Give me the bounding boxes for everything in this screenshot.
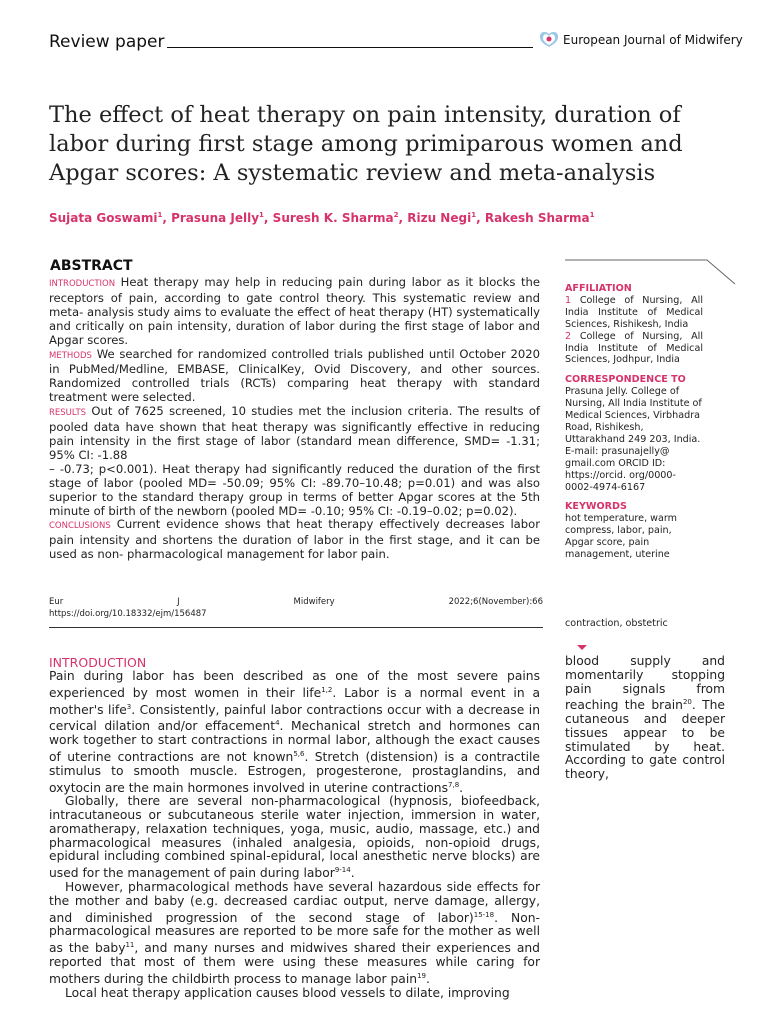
text: . Stretch (distension) is a contractile stimulus to smooth muscle. Estrogen, progesterone, prostaglandins, and oxytocin are the main hormones involved in uterine contractions bbox=[49, 750, 541, 795]
reference-mark: 7,8 bbox=[448, 780, 460, 789]
column-marker-icon bbox=[577, 645, 587, 650]
reference-mark: 3 bbox=[126, 702, 132, 711]
author-name: Rizu Negi bbox=[407, 211, 472, 225]
reference-mark: 1,2 bbox=[321, 685, 333, 694]
affiliation-number: 1 bbox=[565, 294, 572, 306]
correspondence-heading: CORRESPONDENCE TO bbox=[565, 374, 686, 386]
reference-mark: 20 bbox=[682, 698, 692, 707]
abstract-methods bbox=[49, 348, 540, 406]
abstract-body bbox=[49, 276, 540, 562]
author-affiliation-mark: 1 bbox=[157, 211, 163, 219]
paragraph bbox=[49, 795, 540, 881]
text: However, pharmacological methods have several hazardous side effects for the mother and baby (e.g. decreased cardiac output, nerve damage, allergy, and diminished progression of the second stage of labor) bbox=[49, 880, 540, 925]
abstract-text: Out of 7625 screened, 10 studies met the inclusion criteria. The results of pooled data have shown that heat therapy was significantly effective in reducing pain intensity in the first stage of labor (standard mean difference, SMD= -1.31; 95% CI: -1.88 bbox=[49, 404, 541, 462]
abstract-results-continued bbox=[49, 463, 540, 519]
author-affiliation-mark: 1 bbox=[589, 211, 595, 219]
introduction-side-column bbox=[565, 655, 725, 782]
affiliation-heading: AFFILIATION bbox=[565, 283, 632, 294]
author-name: Sujata Goswami bbox=[49, 211, 158, 225]
abstract-section-label: INTRODUCTION bbox=[49, 279, 116, 289]
author-affiliation-mark: 1 bbox=[259, 211, 264, 219]
citation-rule bbox=[49, 627, 543, 628]
abstract-introduction bbox=[49, 276, 540, 348]
abstract-results bbox=[49, 405, 540, 463]
header-rule bbox=[167, 47, 533, 48]
introduction-heading: INTRODUCTION bbox=[49, 655, 147, 670]
citation-part: J bbox=[177, 597, 180, 607]
keywords-text: hot temperature, warm compress, labor, pain, Apgar score, pain management, uterine bbox=[565, 513, 678, 561]
text: blood supply and momentarily stopping pain signals from reaching the brain bbox=[565, 654, 725, 713]
text: . bbox=[425, 971, 430, 986]
doi-link[interactable]: https://doi.org/10.18332/ejm/156487 bbox=[49, 609, 207, 619]
paragraph: Local heat therapy application causes blood vessels to dilate, improving bbox=[65, 985, 510, 1000]
affiliation-1 bbox=[565, 295, 703, 331]
introduction-body bbox=[49, 670, 540, 1000]
author-list: Sujata Goswami$^1$, Prasuna Jelly$^1$, Suresh K. Sharma$^2$, Rizu Negi$^1$, Rakesh Sharma$^1$ bbox=[49, 211, 595, 225]
text: . Labor is a normal event in a mother's life bbox=[49, 685, 540, 717]
journal-logo-icon bbox=[538, 30, 560, 48]
author-name: Suresh K. Sharma bbox=[272, 211, 394, 225]
abstract-text: – -0.73; p<0.001). Heat therapy had significantly reduced the duration of the first stage of labor (pooled MD= -50.09; 95% CI: -89.70–10.48; p=0.01) and was also superior to the standard therapy group in terms of better Apgar scores at the 5th minute of birth of the newborn (pooled MD= -0.10; 95% CI: -0.19–0.02; p=0.02). bbox=[49, 461, 540, 518]
abstract-conclusions bbox=[49, 518, 540, 562]
citation-part: Eur bbox=[49, 597, 64, 607]
text: . bbox=[459, 780, 464, 795]
abstract-text: We searched for randomized controlled trials published until October 2020 in PubMed/Medline, EMBASE, ClinicalKey, Ovid Discovery, and other sources. Randomized controlled trials (RCTs) comparing heat therapy with standard treatment were selected. bbox=[49, 346, 541, 405]
abstract-section-label: CONCLUSIONS bbox=[49, 521, 111, 532]
reference-mark: 5,6 bbox=[293, 750, 305, 759]
reference-mark: 11 bbox=[125, 941, 135, 950]
abstract-section-label: RESULTS bbox=[49, 408, 87, 419]
paragraph bbox=[49, 670, 540, 795]
text: . Consistently, painful labor contractions occur with a decrease in cervical dilation and/or effacement bbox=[49, 702, 540, 734]
affiliation-2 bbox=[565, 331, 703, 367]
author-affiliation-mark: 1 bbox=[471, 211, 477, 219]
affiliation-text: College of Nursing, All India Institute of Medical Sciences, Jodhpur, India bbox=[565, 330, 703, 366]
text: . Non-pharmacological measures are reported to be more safe for the mother as well as the baby bbox=[49, 910, 540, 956]
abstract-text: Heat therapy may help in reducing pain during labor as it blocks the receptors of pain, according to gate control theory. This systematic review and meta- analysis study aims to evaluate the effect of heat therapy (HT) systematically and critically on pain intensity, duration of labor during the first stage of labor and Apgar scores. bbox=[49, 275, 541, 347]
reference-mark: 15-18 bbox=[473, 910, 495, 919]
reference-mark: 19 bbox=[417, 971, 426, 980]
text: . bbox=[350, 866, 355, 881]
reference-mark: 4 bbox=[275, 719, 280, 728]
reference-mark: 9-14 bbox=[334, 866, 351, 875]
citation-part: 2022;6(November):66 bbox=[448, 597, 543, 607]
text: Globally, there are several non-pharmacological (hypnosis, biofeedback, intracutaneous or subcutaneous sterile water injection, immersion in water, aromatherapy, relaxation techniques, yoga, music, audio, massage, etc.) and pharmacological measures (inhaled analgesia, opioids, non-opioid drugs, epidural including combined spinal-epidural, local anesthetic nerve blocks) are used for the management of pain during labor bbox=[49, 794, 540, 881]
abstract-section-label: METHODS bbox=[49, 350, 92, 361]
keywords-heading: KEYWORDS bbox=[565, 501, 627, 513]
author-name: Rakesh Sharma bbox=[484, 211, 590, 225]
text: . The cutaneous and deeper tissues appear to be stimulated by heat. According to gate control theory, bbox=[565, 698, 725, 782]
author-name: Prasuna Jelly bbox=[171, 211, 260, 225]
article-type-label: Review paper bbox=[49, 32, 165, 52]
citation-part: Midwifery bbox=[293, 597, 335, 607]
text: Pain during labor has been described as one of the most severe pains experienced by most women in their life bbox=[49, 669, 540, 700]
journal-name: European Journal of Midwifery bbox=[563, 33, 743, 47]
citation-block bbox=[49, 596, 543, 620]
abstract-text: Current evidence shows that heat therapy effectively decreases labor pain intensity and shortens the duration of labor in the first stage, and it can be used as non- pharmacological management for labor pain. bbox=[49, 517, 540, 562]
correspondence-text: Prasuna Jelly. College of Nursing, All India Institute of Medical Sciences, Virbhadra Road, Rishikesh, Uttarakhand 249 203, India. E-mail: prasunajelly@ gmail.com ORCID ID: https://orcid. org/0000-0002-4974-6167 bbox=[565, 386, 702, 493]
text: , and many nurses and midwives shared their experiences and reported that most of them were using these measures while caring for mothers during the childbirth process to manage labor pain bbox=[49, 941, 540, 986]
abstract-heading: ABSTRACT bbox=[50, 258, 133, 274]
text: . Mechanical stretch and hormones can work together to start contractions in normal labor, although the exact causes of uterine contractions are not known bbox=[49, 719, 540, 765]
author-affiliation-mark: 2 bbox=[393, 211, 399, 219]
sidebar bbox=[565, 283, 703, 561]
affiliation-text: College of Nursing, All India Institute of Medical Sciences, Rishikesh, India bbox=[565, 294, 703, 330]
paragraph bbox=[49, 881, 540, 987]
keywords-continued: contraction, obstetric bbox=[565, 618, 668, 629]
affiliation-number: 2 bbox=[565, 330, 572, 342]
article-title: The effect of heat therapy on pain intensity, duration of labor during first stage among primiparous women and Apgar scores: A systematic review and meta-analysis bbox=[49, 102, 683, 186]
